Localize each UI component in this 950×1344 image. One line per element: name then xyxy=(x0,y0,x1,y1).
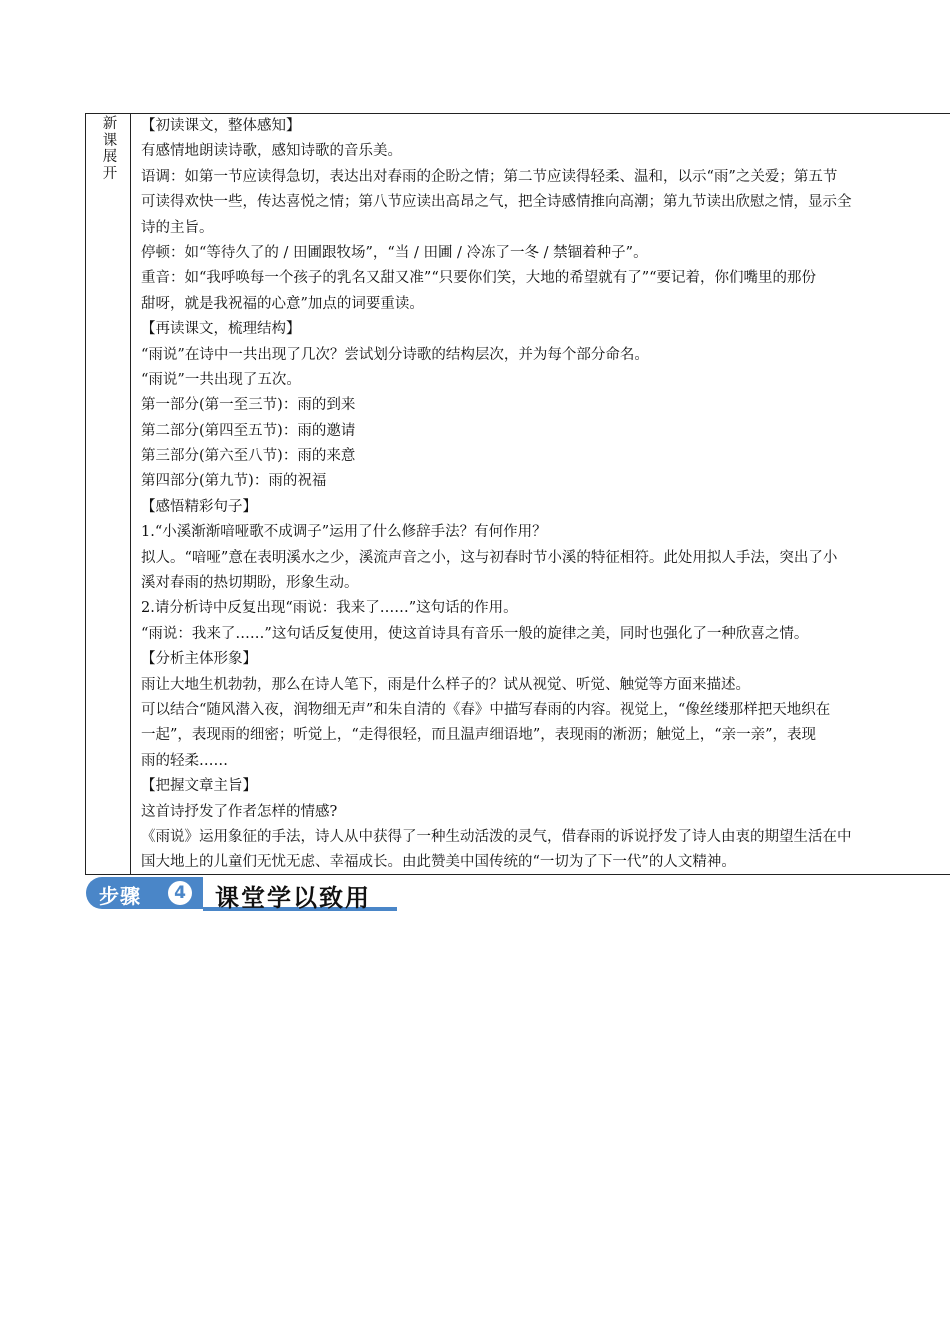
question-1: 1.“小溪渐渐喑哑歌不成调子”运用了什么修辞手法？有何作用？ xyxy=(141,524,547,541)
text-line: 诗的主旨。 xyxy=(141,219,214,236)
text-line: 拟人。“喑哑”意在表明溪水之少，溪流声音之小，这与初春时节小溪的特征相符。此处用拟人手法，突出了小 xyxy=(141,549,838,566)
text-line: 可以结合“随风潜入夜，润物细无声”和朱自清的《春》中描写春雨的内容。视觉上，“像丝缕那样把天地织在 xyxy=(141,701,831,718)
step-badge xyxy=(86,877,203,909)
text-line: 雨让大地生机勃勃，那么在诗人笔下，雨是什么样子的？试从视觉、听觉、触觉等方面来描述。 xyxy=(141,676,750,693)
step-number: 4 xyxy=(168,881,192,905)
structure-part-4: 第四部分(第九节)：雨的祝福 xyxy=(141,473,327,490)
text-line: 这首诗抒发了作者怎样的情感? xyxy=(141,803,338,820)
section-label-cell xyxy=(86,114,131,874)
text-line: “雨说”一共出现了五次。 xyxy=(141,371,301,388)
structure-part-3: 第三部分(第六至八节)：雨的来意 xyxy=(141,448,356,465)
text-line: “雨说”在诗中一共出现了几次？尝试划分诗歌的结构层次，并为每个部分命名。 xyxy=(141,346,649,363)
text-line: 有感情地朗读诗歌，感知诗歌的音乐美。 xyxy=(141,143,402,160)
structure-part-1: 第一部分(第一至三节)：雨的到来 xyxy=(141,397,356,414)
step-label: 步骤 xyxy=(99,884,141,908)
question-2: 2.请分析诗中反复出现“雨说：我来了……”这句话的作用。 xyxy=(141,600,518,617)
heading-first-reading: 【初读课文，整体感知】 xyxy=(141,118,301,134)
text-line: 语调：如第一节应读得急切，表达出对春雨的企盼之情；第二节应读得轻柔、温和，以示“雨”之关爱；第五节 xyxy=(141,168,838,185)
text-line: 国大地上的儿童们无忧无虑、幸福成长。由此赞美中国传统的“一切为了下一代”的人文精神。 xyxy=(141,854,736,871)
text-line: 《雨说》运用象征的手法，诗人从中获得了一种生动活泼的灵气，借春雨的诉说抒发了诗人由衷的期望生活在中 xyxy=(141,828,852,845)
section-label: 新课展开 xyxy=(102,116,118,182)
step-title-box xyxy=(203,877,397,911)
lesson-table xyxy=(85,113,950,875)
text-line: 一起”，表现雨的细密；听觉上，“走得很轻，而且温声细语地”，表现雨的淅沥；触觉上，“亲一亲”，表现 xyxy=(141,727,817,744)
heading-theme: 【把握文章主旨】 xyxy=(141,778,257,795)
heading-image-analysis: 【分析主体形象】 xyxy=(141,651,257,668)
text-line: 溪对春雨的热切期盼，形象生动。 xyxy=(141,575,359,592)
text-line: “雨说：我来了……”这句话反复使用，使这首诗具有音乐一般的旋律之美，同时也强化了一种欣喜之情。 xyxy=(141,625,809,642)
text-line: 雨的轻柔…… xyxy=(141,752,228,769)
text-line: 停顿：如“等待久了的 / 田圃跟牧场”，“当 / 田圃 / 冷冻了一冬 / 禁锢着种子”。 xyxy=(141,244,648,261)
heading-sentences: 【感悟精彩句子】 xyxy=(141,498,257,515)
text-line: 重音：如“我呼唤每一个孩子的乳名又甜又准”“只要你们笑，大地的希望就有了”“要记着，你们嘴里的那份 xyxy=(141,270,817,287)
text-line: 甜呀，就是我祝福的心意”加点的词要重读。 xyxy=(141,295,424,312)
step-header xyxy=(86,877,397,911)
lesson-content xyxy=(141,114,950,876)
heading-second-reading: 【再读课文，梳理结构】 xyxy=(141,321,301,338)
step-title: 课堂学以致用 xyxy=(215,884,371,912)
text-line: 可读得欢快一些，传达喜悦之情；第八节应读出高昂之气，把全诗感情推向高潮；第九节读出欣慰之情，显示全 xyxy=(141,194,852,211)
structure-part-2: 第二部分(第四至五节)：雨的邀请 xyxy=(141,422,356,439)
